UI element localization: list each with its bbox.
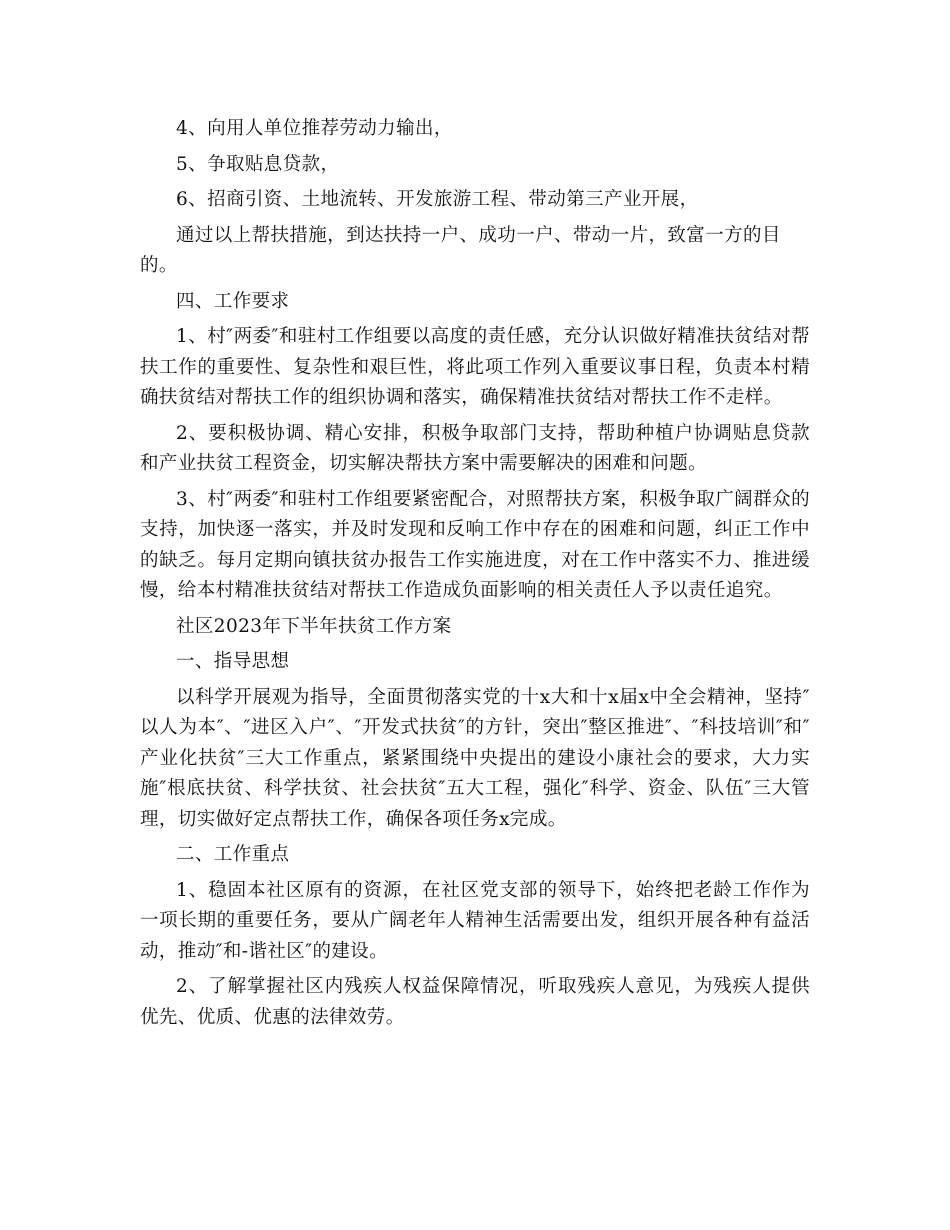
paragraph-item-5: 5、争取贴息贷款， <box>176 153 340 175</box>
paragraph-requirement-3: 3、村″两委″和驻村工作组要紧密配合，对照帮扶方案，积极争取广阔群众的支持，加快逐一落实，并及时发现和反响工作中存在的困难和问题，纠正工作中的缺乏。每月定期向镇扶贫办报告工作实施进度，对在工作中落实不力、推进缓慢，给本村精准扶贫结对帮扶工作造成负面影响的相关责任人予以责任追究。 <box>140 488 810 601</box>
paragraph-summary: 通过以上帮扶措施，到达扶持一户、成功一户、带动一片，致富一方的目的。 <box>140 224 781 276</box>
paragraph-focus-1: 1、稳固本社区原有的资源，在社区党支部的领导下，始终把老龄工作作为一项长期的重要任务，要从广阔老年人精神生活需要出发，组织开展各种有益活动，推动″和-谐社区″的建设。 <box>140 879 810 962</box>
paragraph-guiding-ideology: 以科学开展观为指导，全面贯彻落实党的十x大和十x届x中全会精神，坚持″以人为本″、″进区入户″、″开发式扶贫″的方针，突出″整区推进″、″科技培训″和″产业化扶贫″三大工作重点，紧紧围绕中央提出的建设小康社会的要求，大力实施″根底扶贫、科学扶贫、社会扶贫″五大工程，强化″科学、资金、队伍″三大管理，切实做好定点帮扶工作，确保各项任务x完成。 <box>140 686 810 830</box>
section-heading-work-requirements: 四、工作要求 <box>176 290 290 312</box>
paragraph-requirement-2: 2、要积极协调、精心安排，积极争取部门支持，帮助种植户协调贴息贷款和产业扶贫工程资金，切实解决帮扶方案中需要解决的困难和问题。 <box>140 422 810 474</box>
paragraph-focus-2: 2、了解掌握社区内残疾人权益保障情况，听取残疾人意见，为残疾人提供优先、优质、优惠的法律效劳。 <box>140 976 810 1028</box>
section-heading-guiding-ideology: 一、指导思想 <box>176 651 290 672</box>
document-subtitle: 社区2023年下半年扶贫工作方案 <box>176 615 452 637</box>
document-page <box>140 114 810 1038</box>
section-heading-work-focus: 二、工作重点 <box>176 844 290 865</box>
paragraph-item-6: 6、招商引资、土地流转、开发旅游工程、带动第三产业开展， <box>176 189 699 210</box>
paragraph-item-4: 4、向用人单位推荐劳动力输出， <box>176 118 453 139</box>
paragraph-requirement-1: 1、村″两委″和驻村工作组要以高度的责任感，充分认识做好精准扶贫结对帮扶工作的重要性、复杂性和艰巨性，将此项工作列入重要议事日程，负责本村精确扶贫结对帮扶工作的组织协调和落实，确保精准扶贫结对帮扶工作不走样。 <box>140 326 810 408</box>
